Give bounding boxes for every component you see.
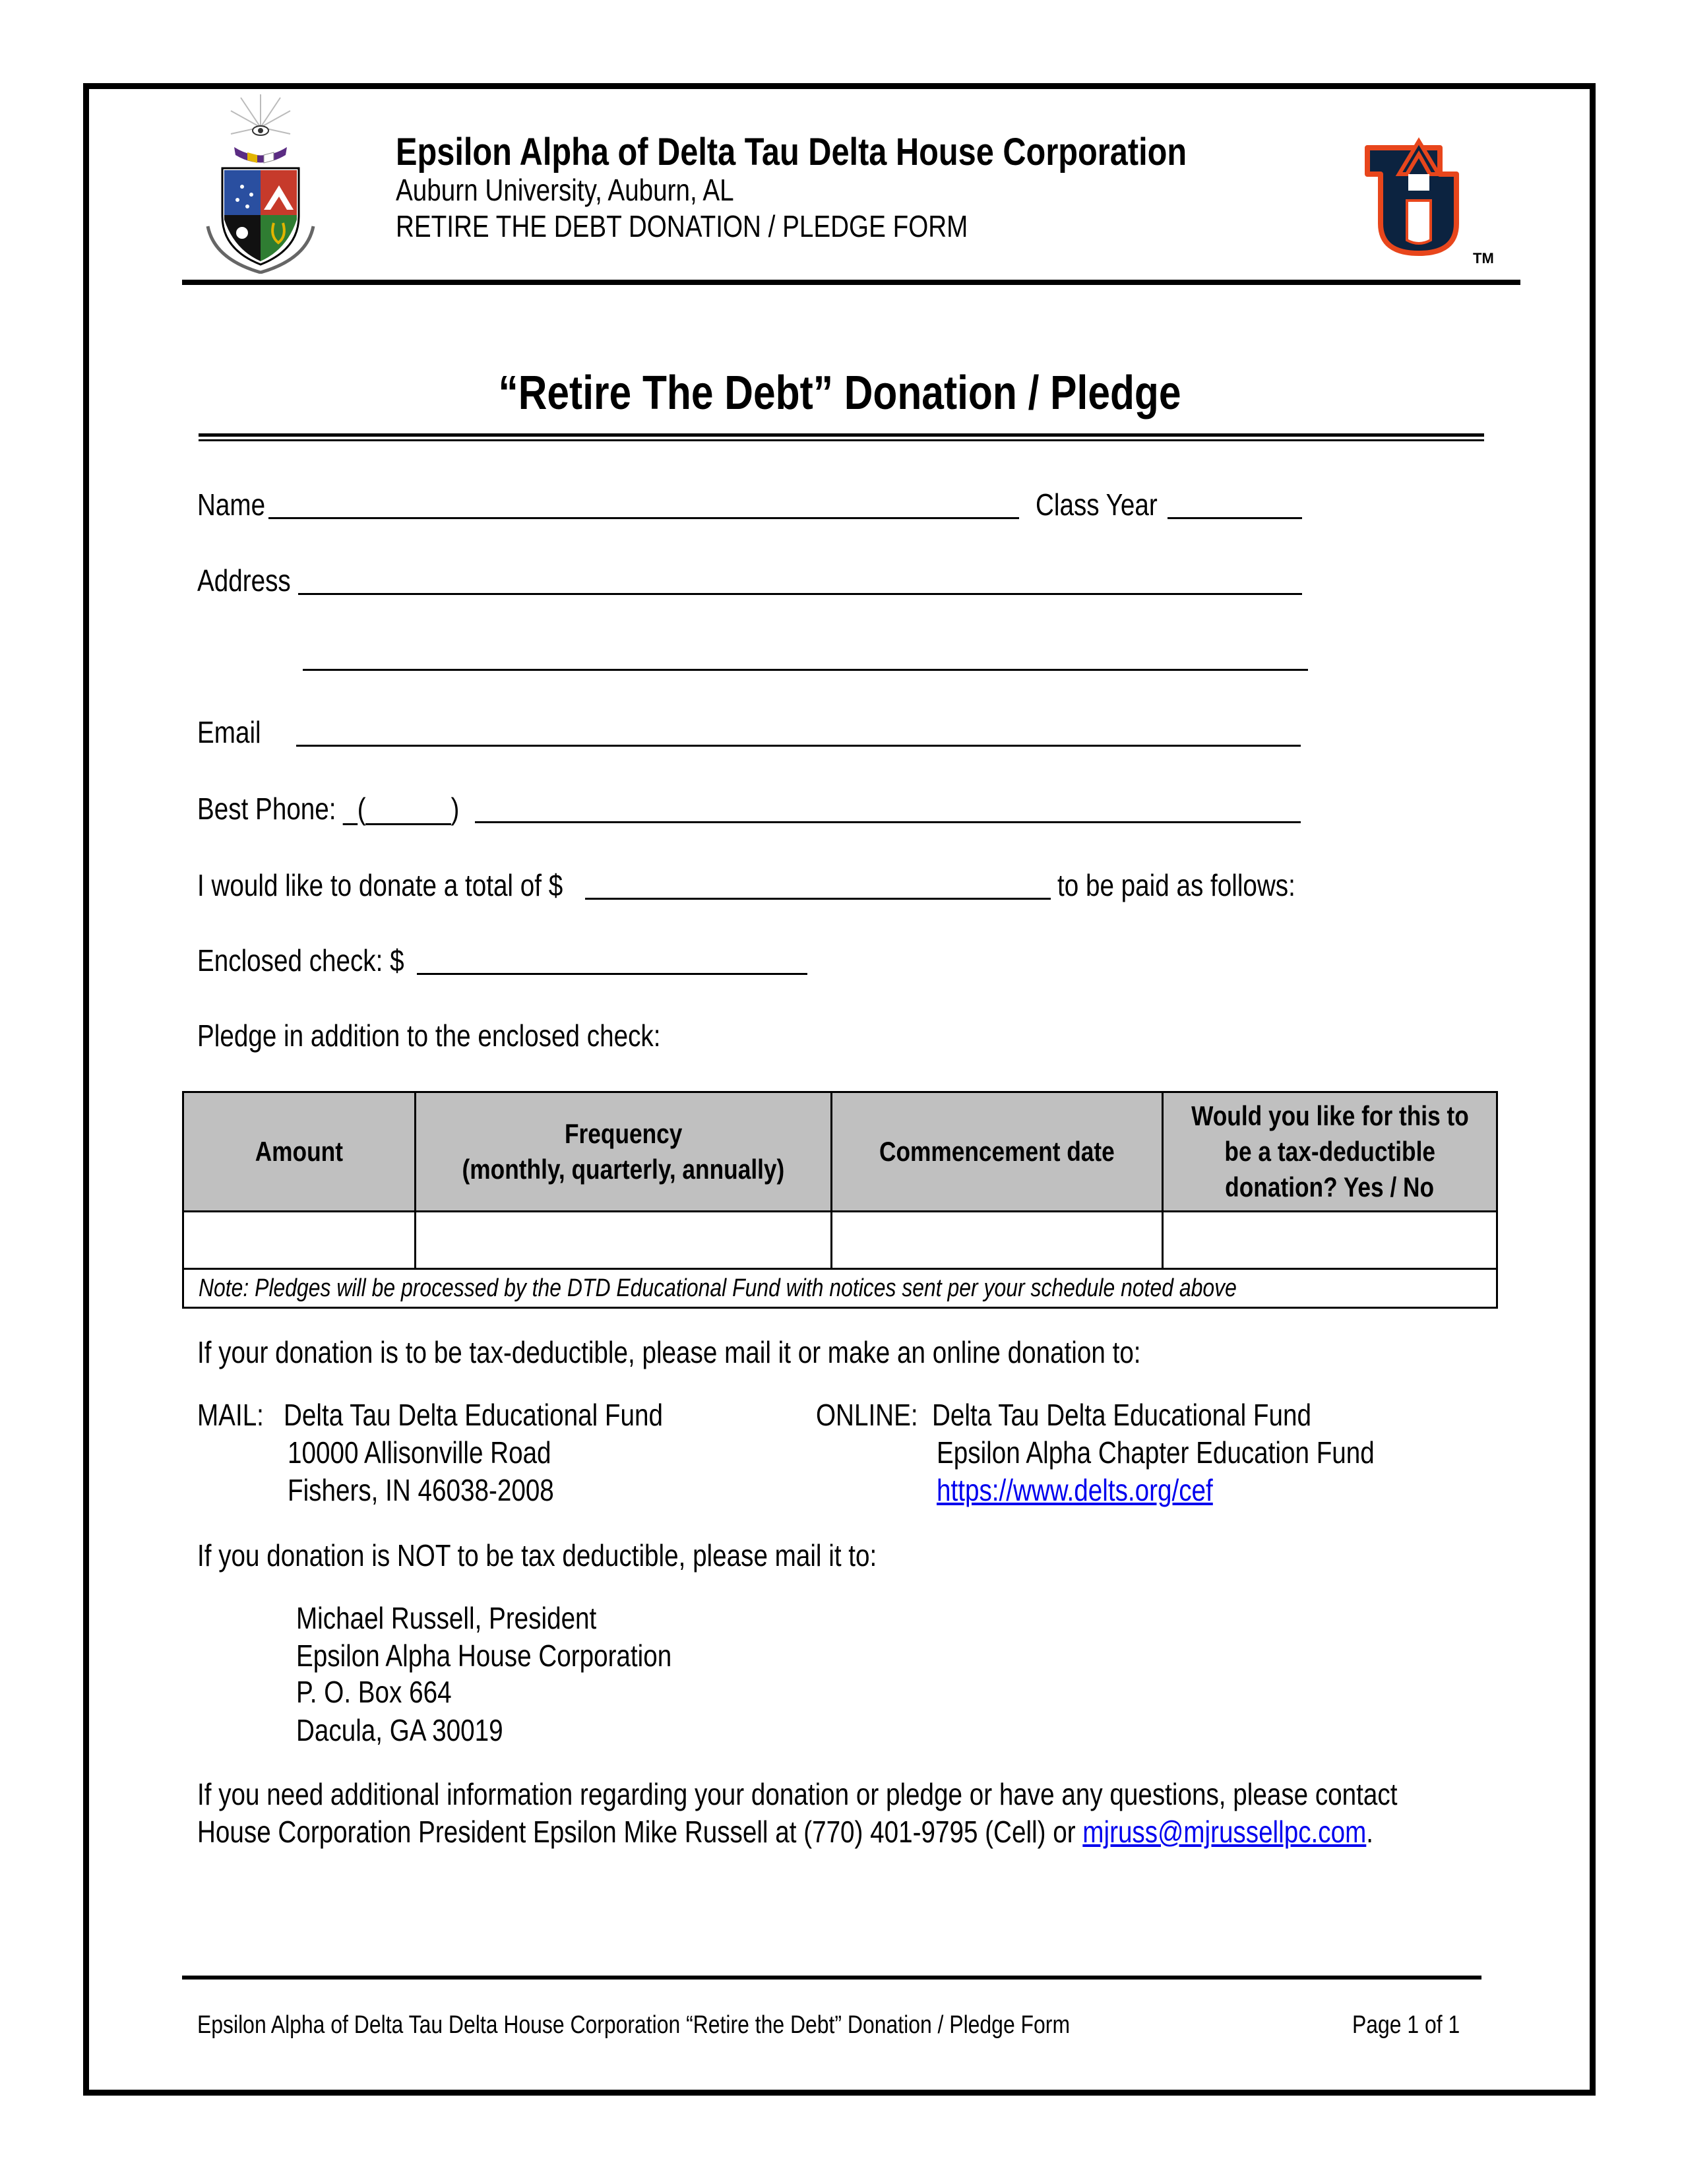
mail-line-3: Fishers, IN 46038-2008: [288, 1473, 554, 1507]
donate-total-field[interactable]: [585, 898, 1051, 900]
page-number: Page 1 of 1: [1352, 2011, 1460, 2039]
online-label: ONLINE:: [816, 1398, 918, 1432]
contact-line-2-text: House Corporation President Epsilon Mike Russell at (770) 401-9795 (Cell) or: [197, 1815, 1076, 1849]
online-donation-link[interactable]: https://www.delts.org/cef: [937, 1473, 1213, 1507]
class-year-label: Class Year: [1036, 487, 1158, 522]
nontax-intro: If you donation is NOT to be tax deductible, please mail it to:: [197, 1538, 877, 1573]
contact-line-1: If you need additional information regarding your donation or pledge or have any questions, please contact: [197, 1777, 1398, 1811]
pledge-note: Note: Pledges will be processed by the DTD Educational Fund with notices sent per your schedule noted above: [183, 1269, 1497, 1308]
header-frequency: Frequency (monthly, quarterly, annually): [416, 1092, 832, 1212]
table-header-row: [183, 1092, 1497, 1212]
enclosed-check-label: Enclosed check: $: [197, 943, 404, 978]
pledge-label: Pledge in addition to the enclosed check:: [197, 1018, 661, 1053]
org-title: Epsilon Alpha of Delta Tau Delta House Corporation: [396, 131, 1187, 173]
form-name-subtitle: RETIRE THE DEBT DONATION / PLEDGE FORM: [396, 209, 968, 243]
amount-cell[interactable]: [183, 1212, 416, 1269]
tax-intro: If your donation is to be tax-deductible, please mail it or make an online donation to:: [197, 1335, 1141, 1369]
email-label: Email: [197, 715, 261, 749]
location-subtitle: Auburn University, Auburn, AL: [396, 173, 734, 207]
note-row: [183, 1269, 1497, 1308]
table-row: [183, 1212, 1497, 1269]
nontax-line-2: Epsilon Alpha House Corporation: [296, 1638, 672, 1673]
title-double-rule-top: [199, 433, 1484, 437]
nontax-line-1: Michael Russell, President: [296, 1601, 597, 1635]
online-line-2: Epsilon Alpha Chapter Education Fund: [937, 1435, 1375, 1470]
nontax-line-4: Dacula, GA 30019: [296, 1713, 503, 1747]
header-divider: [182, 280, 1520, 285]
contact-email-link[interactable]: mjruss@mjrussellpc.com: [1082, 1815, 1367, 1849]
address-field-line1[interactable]: [298, 593, 1302, 595]
donate-total-label: I would like to donate a total of $: [197, 868, 563, 902]
nontax-line-3: P. O. Box 664: [296, 1675, 452, 1709]
pledge-table: [182, 1091, 1498, 1309]
page-title: “Retire The Debt” Donation / Pledge: [498, 367, 1181, 420]
delta-tau-delta-crest-logo: [195, 94, 327, 274]
commencement-date-cell[interactable]: [832, 1212, 1163, 1269]
mail-line-2: 10000 Allisonville Road: [288, 1435, 551, 1470]
email-field[interactable]: [296, 745, 1301, 747]
phone-label: Best Phone: _(______): [197, 792, 460, 826]
donate-suffix-label: to be paid as follows:: [1057, 868, 1295, 902]
auburn-au-logo: [1341, 135, 1499, 266]
footer-text: Epsilon Alpha of Delta Tau Delta House Corporation “Retire the Debt” Donation / Pledge Form: [197, 2011, 1071, 2039]
online-line-1: Delta Tau Delta Educational Fund: [932, 1398, 1311, 1432]
name-label: Name: [197, 487, 266, 522]
mail-line-1: Delta Tau Delta Educational Fund: [284, 1398, 663, 1432]
name-field[interactable]: [268, 517, 1019, 519]
frequency-cell[interactable]: [416, 1212, 832, 1269]
header-tax-deductible: Would you like for this to be a tax-deductible donation? Yes / No: [1163, 1092, 1497, 1212]
tax-deductible-cell[interactable]: [1163, 1212, 1497, 1269]
address-label: Address: [197, 563, 291, 598]
phone-field[interactable]: [475, 821, 1301, 823]
trademark-text: TM: [1473, 250, 1494, 266]
enclosed-check-field[interactable]: [417, 973, 807, 975]
header-commencement-date: Commencement date: [832, 1092, 1163, 1212]
footer-divider: [182, 1976, 1481, 1980]
class-year-field[interactable]: [1168, 517, 1302, 519]
header-amount: Amount: [183, 1092, 416, 1212]
address-field-line2[interactable]: [303, 669, 1308, 671]
title-double-rule-bottom: [199, 439, 1484, 441]
mail-label: MAIL:: [197, 1398, 264, 1432]
contact-line-2: [197, 1812, 1373, 1852]
contact-end: .: [1366, 1815, 1374, 1849]
